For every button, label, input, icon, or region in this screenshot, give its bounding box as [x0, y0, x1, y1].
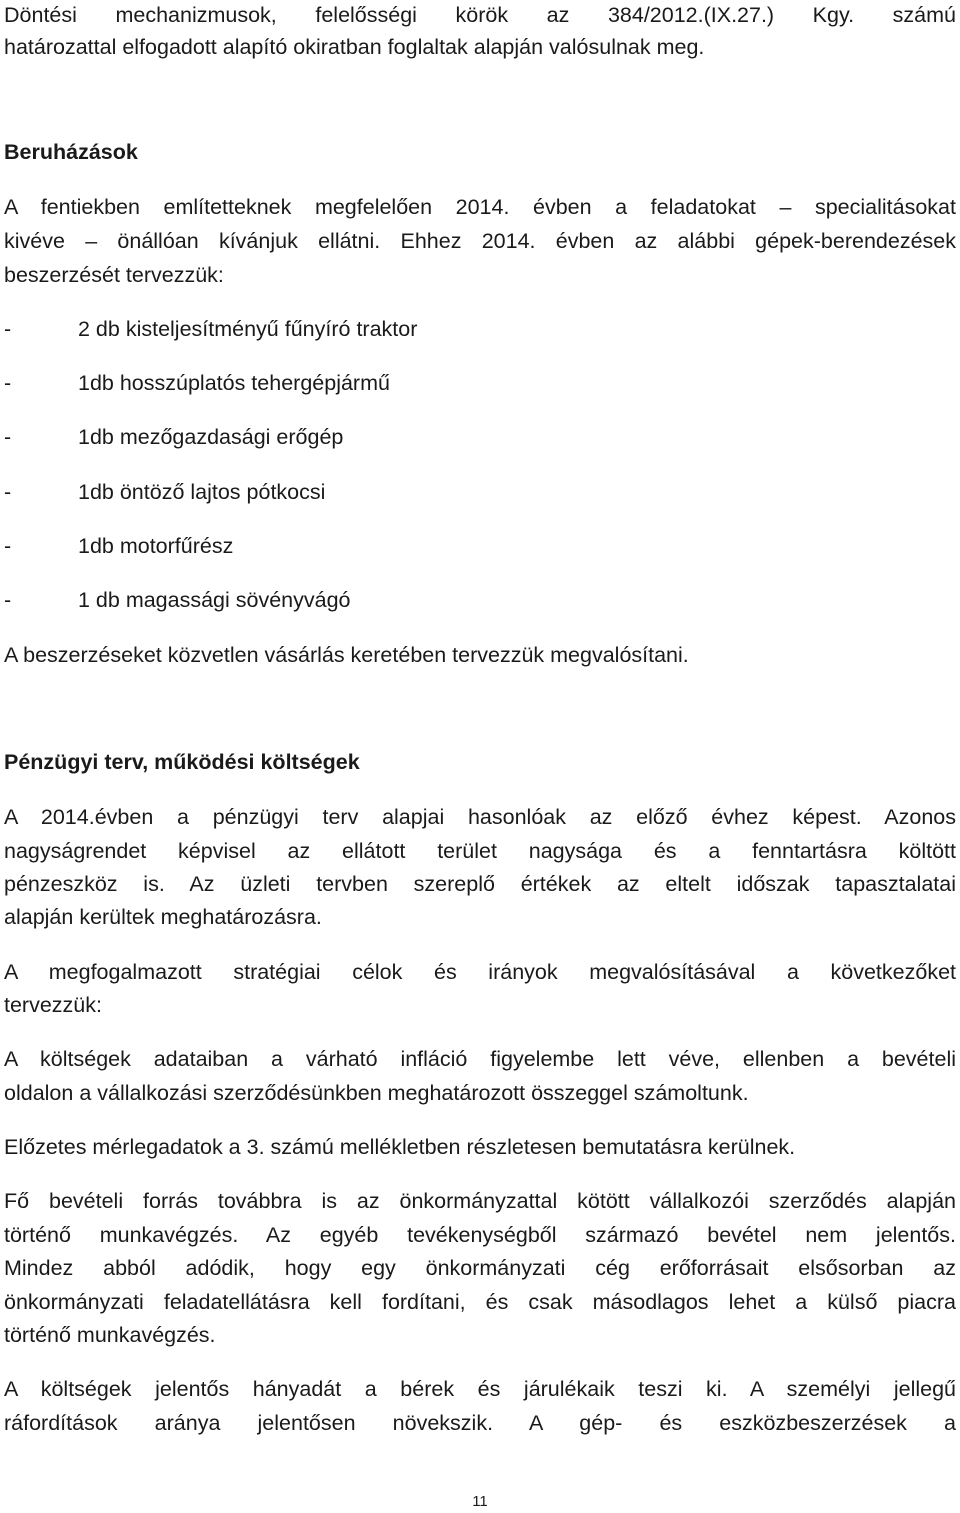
list-item: 2 db kisteljesítményű fűnyíró traktor [78, 317, 418, 341]
penzugyi-p5-line-4: önkormányzati feladatellátásra kell fordítani, és csak másodlagos lehet a külső piacra [4, 1290, 956, 1314]
list-item: 1db öntöző lajtos pótkocsi [78, 480, 326, 504]
penzugyi-p5-line-5: történő munkavégzés. [4, 1323, 216, 1347]
penzugyi-p2-line-2: tervezzük: [4, 993, 102, 1017]
penzugyi-p1-line-2: nagyságrendet képvisel az ellátott terület nagysága és a fenntartásra költött [4, 839, 956, 863]
penzugyi-p5-line-3: Mindez abból adódik, hogy egy önkormányzati cég erőforrásait elsősorban az [4, 1256, 956, 1280]
penzugyi-p1-line-1: A 2014.évben a pénzügyi terv alapjai hasonlóak az előző évhez képest. Azonos [4, 805, 956, 829]
intro-line-2: határozattal elfogadott alapító okiratban foglaltak alapján valósulnak meg. [4, 35, 705, 59]
penzugyi-p2-line-1: A megfogalmazott stratégiai célok és irányok megvalósításával a következőket [4, 960, 956, 984]
list-bullet: - [4, 534, 12, 558]
penzugyi-p5-line-2: történő munkavégzés. Az egyéb tevékenységből származó bevétel nem jelentős. [4, 1223, 956, 1247]
penzugyi-p5-line-1: Fő bevételi forrás továbbra is az önkormányzattal kötött vállalkozói szerződés alapján [4, 1189, 956, 1213]
list-item: 1db motorfűrész [78, 534, 234, 558]
penzugyi-p3-line-1: A költségek adataiban a várható infláció figyelembe lett véve, ellenben a bevételi [4, 1047, 956, 1071]
section-heading-penzugyi-terv: Pénzügyi terv, működési költségek [4, 750, 360, 774]
beruhazasok-line-3: beszerzését tervezzük: [4, 263, 224, 287]
beruhazasok-line-2: kivéve – önállóan kívánjuk ellátni. Ehhez 2014. évben az alábbi gépek-berendezések [4, 229, 956, 253]
penzugyi-p3-line-2: oldalon a vállalkozási szerződésünkben meghatározott összeggel számoltunk. [4, 1081, 749, 1105]
beruhazasok-line-1: A fentiekben említetteknek megfelelően 2014. évben a feladatokat – specialitásokat [4, 195, 956, 219]
list-bullet: - [4, 317, 12, 341]
list-item: 1 db magassági sövényvágó [78, 588, 351, 612]
list-bullet: - [4, 371, 12, 395]
list-bullet: - [4, 480, 12, 504]
page-number: 11 [472, 1493, 488, 1510]
beruhazasok-closing: A beszerzéseket közvetlen vásárlás keretében tervezzük megvalósítani. [4, 643, 689, 667]
intro-line-1: Döntési mechanizmusok, felelősségi körök az 384/2012.(IX.27.) Kgy. számú [4, 3, 956, 27]
penzugyi-p6-line-1: A költségek jelentős hányadát a bérek és járulékaik teszi ki. A személyi jellegű [4, 1377, 956, 1401]
list-bullet: - [4, 588, 12, 612]
list-bullet: - [4, 425, 12, 449]
list-item: 1db hosszúplatós tehergépjármű [78, 371, 390, 395]
section-heading-beruhazasok: Beruházások [4, 140, 138, 164]
penzugyi-p6-line-2: ráfordítások aránya jelentősen növekszik. A gép- és eszközbeszerzések a [4, 1411, 956, 1435]
list-item: 1db mezőgazdasági erőgép [78, 425, 344, 449]
penzugyi-p1-line-3: pénzeszköz is. Az üzleti tervben szereplő értékek az eltelt időszak tapasztalatai [4, 872, 956, 896]
penzugyi-p1-line-4: alapján kerültek meghatározásra. [4, 905, 322, 929]
penzugyi-p4-line-1: Előzetes mérlegadatok a 3. számú mellékletben részletesen bemutatásra kerülnek. [4, 1135, 796, 1159]
